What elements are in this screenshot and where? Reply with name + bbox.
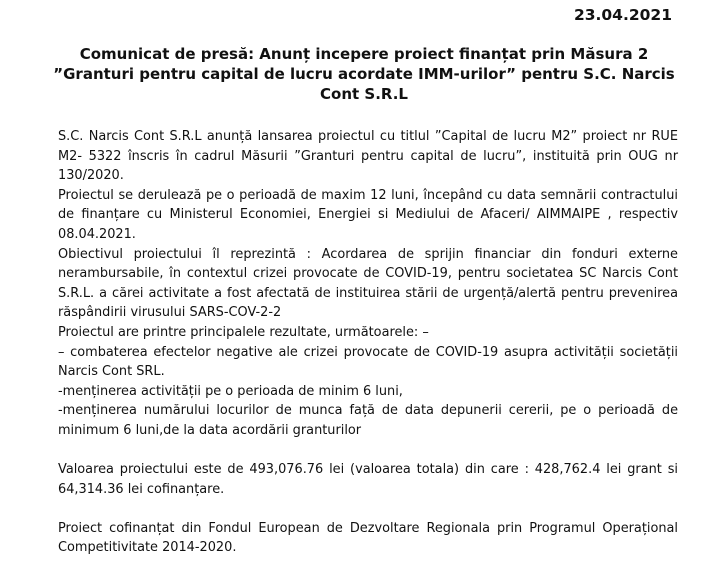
- paragraph-cofinance: Proiect cofinanțat din Fondul European de Dezvoltare Regionala prin Programul Operațional Competitivitate 2014-2020.: [58, 520, 678, 556]
- document-body: [58, 127, 678, 558]
- paragraph-results-intro: Proiectul are printre principalele rezultate, următoarele: –: [58, 324, 429, 340]
- result-item-2: -menținerea activității pe o perioada de minim 6 luni,: [58, 383, 403, 399]
- document-date: 23.04.2021: [573, 6, 672, 24]
- paragraph-project-value: Valoarea proiectului este de 493,076.76 lei (valoarea totala) din care : 428,762.4 lei grant si 64,314.36 lei cofinanțare.: [58, 462, 678, 497]
- paragraph-spacer: [58, 499, 678, 519]
- paragraph-duration: Proiectul se derulează pe o perioadă de maxim 12 luni, începând cu data semnării contractului de finanțare cu Ministerul Economiei, Energiei si Mediului de Afaceri/ AIMMAIPE , respectiv 08.04.2021.: [58, 187, 678, 242]
- paragraph-spacer: [58, 441, 678, 461]
- result-item-3: -menținerea numărului locurilor de munca față de data depunerii cererii, pe o perioadă de minimum 6 luni,de la data acordării granturilor: [58, 403, 678, 438]
- document-title: Comunicat de presă: Anunț incepere proiect finanțat prin Măsura 2 ”Granturi pentru capital de lucru acordate IMM-urilor” pentru S.C. Narcis Cont S.R.L: [53, 45, 675, 103]
- result-item-1: – combaterea efectelor negative ale crizei provocate de COVID-19 asupra activității societății Narcis Cont SRL.: [58, 344, 678, 380]
- paragraph-intro: S.C. Narcis Cont S.R.L anunță lansarea proiectul cu titlul ”Capital de lucru M2” proiect nr RUE M2- 5322 înscris în cadrul Măsurii ”Granturi pentru capital de lucru”, instituită prin OUG nr 130/2020.: [58, 129, 678, 184]
- paragraph-objective: Obiectivul proiectului îl reprezintă : Acordarea de sprijin financiar din fonduri externe nerambursabile, în contextul crizei provocate de COVID-19, pentru societatea SC Narcis Cont S.R.L. a cărei activitate a fost afectată de instituirea stării de urgență/alertă pentru prevenirea răspândirii virusului SARS-COV-2-2: [58, 246, 678, 321]
